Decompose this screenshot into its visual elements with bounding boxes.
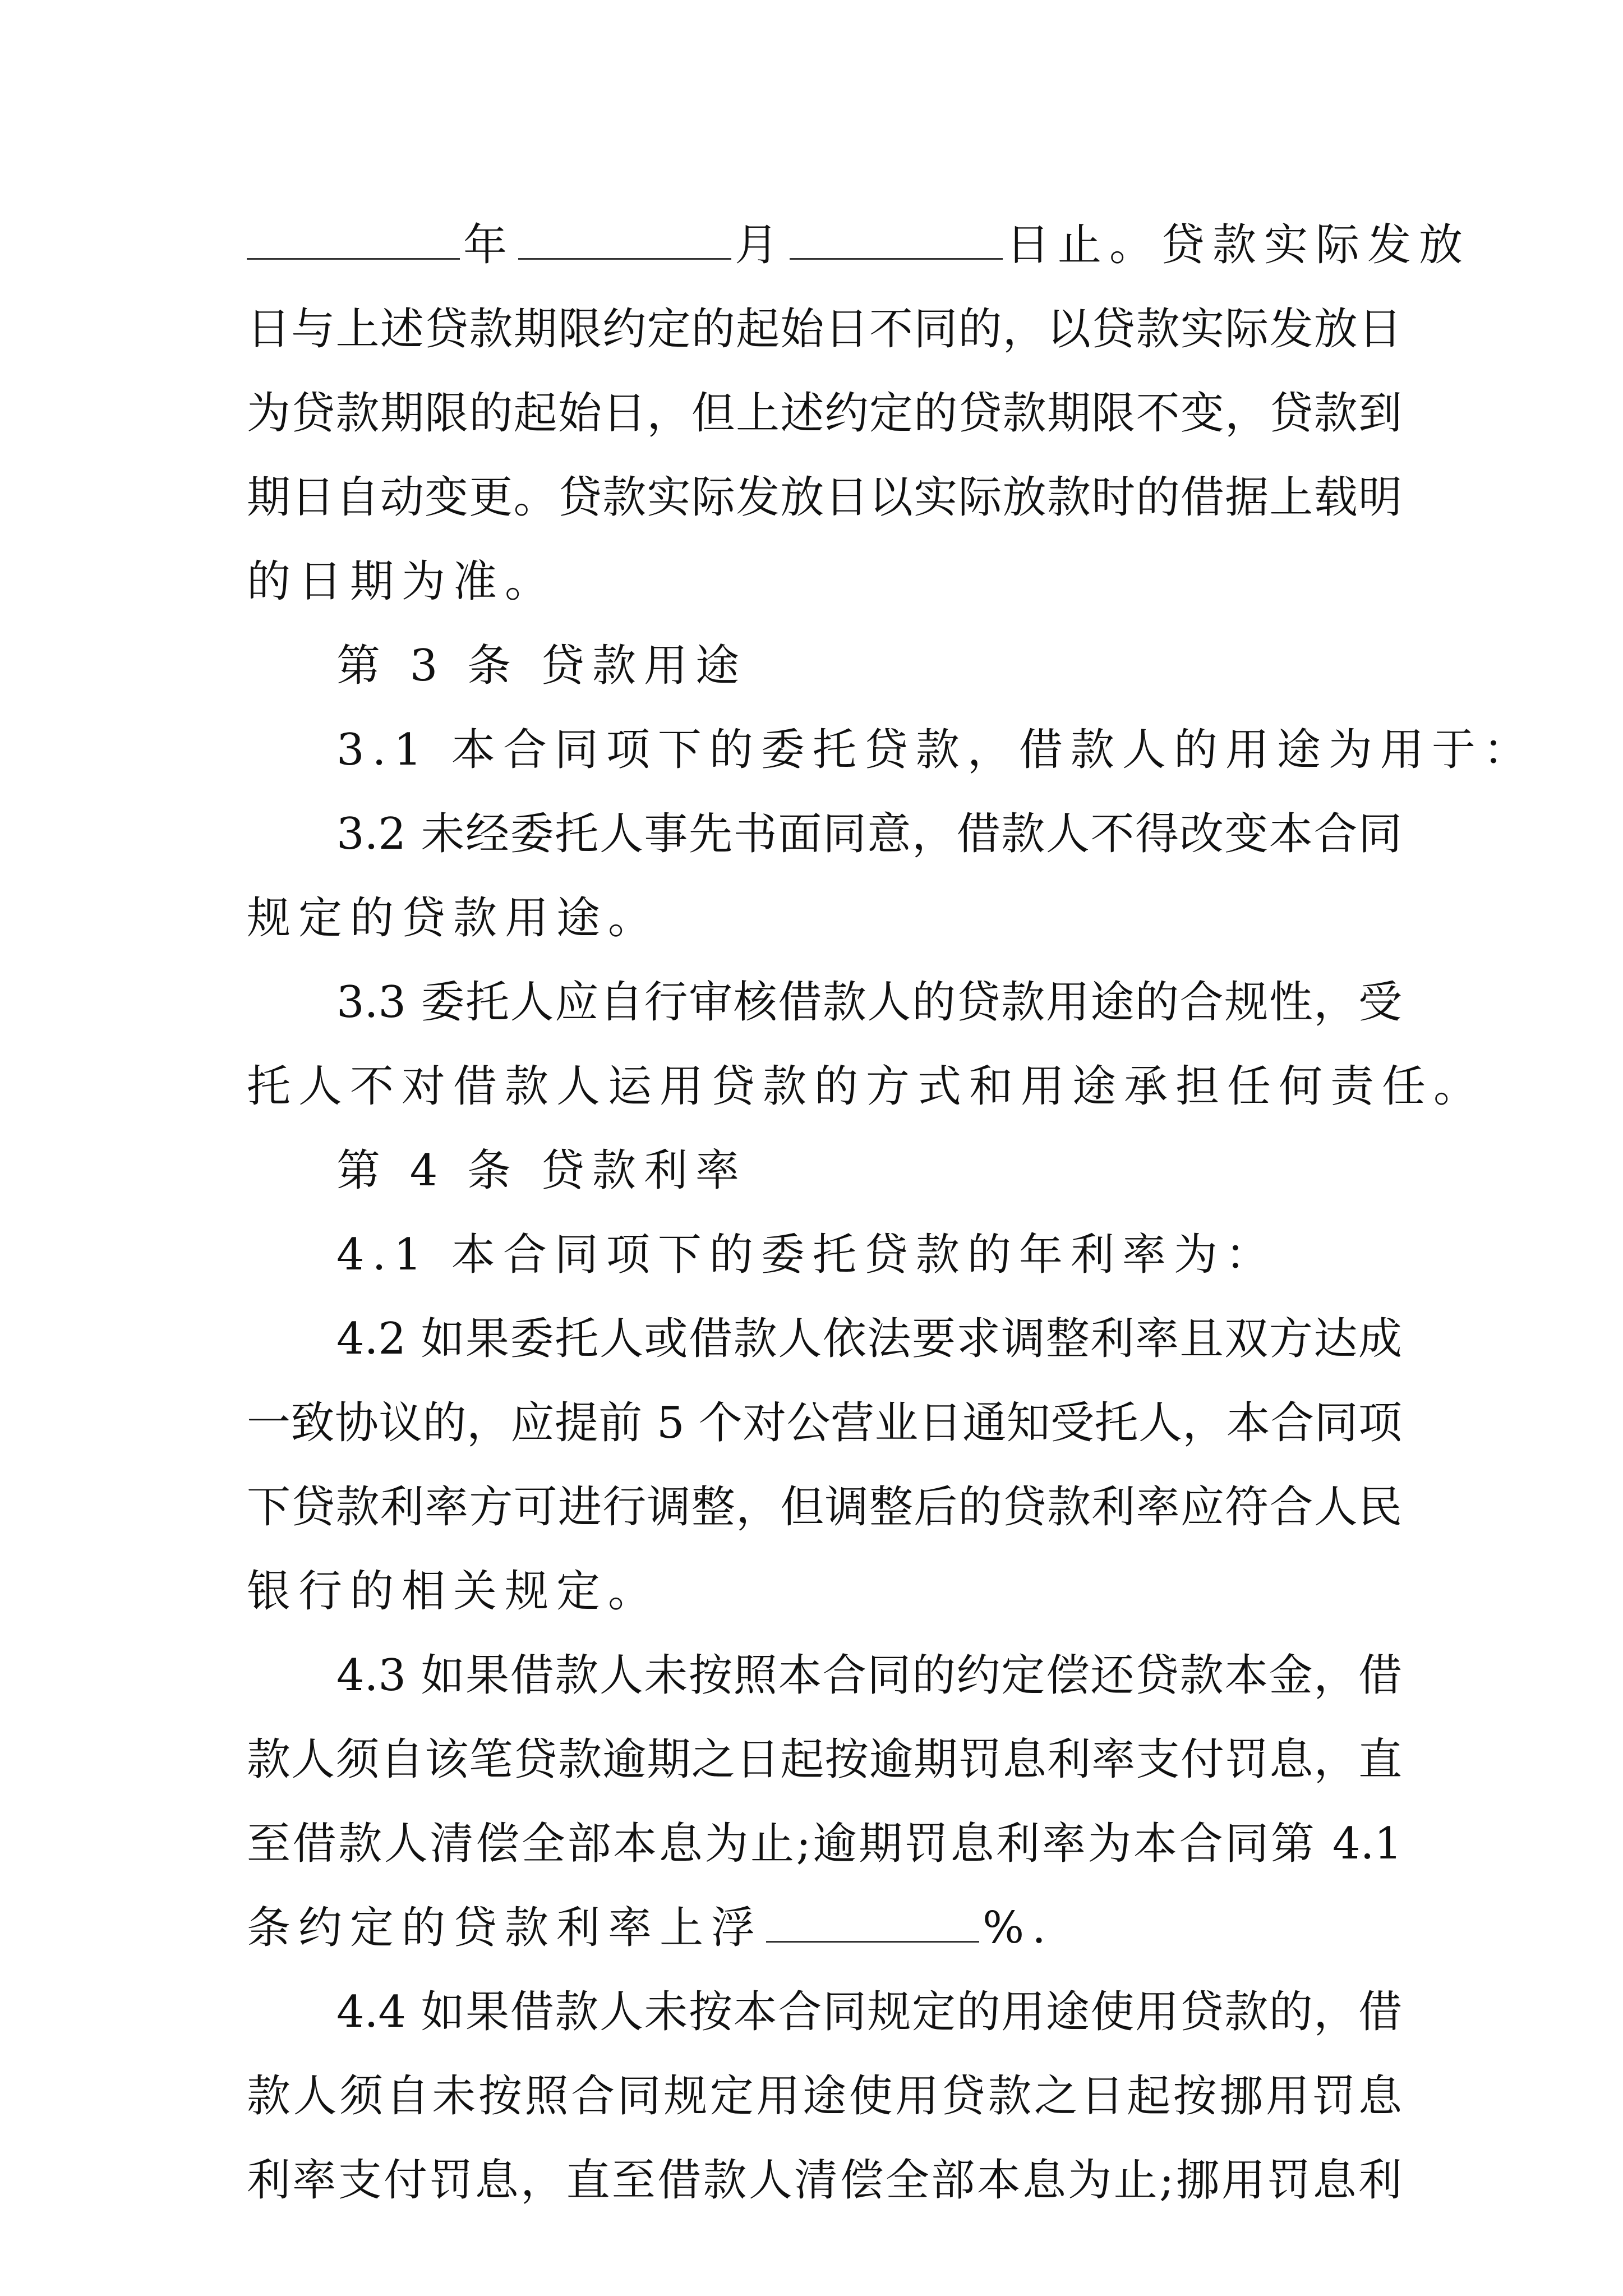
text-line: 银行的相关规定。 (247, 1566, 660, 1617)
text-line (247, 1883, 1054, 1973)
fill-in-blank-month (518, 221, 731, 260)
text-line: 日与上述贷款期限约定的起始日不同的，以贷款实际发放日 (247, 304, 1402, 355)
text-line: 至借款人清偿全部本息为止;逾期罚息利率为本合同第 4.1 (247, 1819, 1402, 1869)
section-heading: 第 4 条 贷款利率 (336, 1145, 748, 1196)
text-segment: 日止。贷款实际发放 (1006, 220, 1471, 270)
text-line: 期日自动变更。贷款实际发放日以实际放款时的借据上载明 (247, 472, 1402, 523)
text-line (247, 200, 1470, 290)
fill-in-blank-day (790, 221, 1003, 260)
fill-in-blank-rate (766, 1904, 979, 1943)
text-line: 规定的贷款用途。 (247, 893, 660, 944)
clause-line: 3.1 本合同项下的委托贷款，借款人的用途为用于： (336, 725, 1535, 775)
fill-in-blank-year (247, 221, 460, 260)
clause-line: 3.3 委托人应自行审核借款人的贷款用途的合规性，受 (336, 977, 1402, 1028)
text-segment: %. (983, 1903, 1054, 1953)
text-segment: 月 (735, 220, 787, 270)
text-line: 利率支付罚息，直至借款人清偿全部本息为止;挪用罚息利 (247, 2155, 1402, 2206)
text-line: 款人须自未按照合同规定用途使用贷款之日起按挪用罚息 (247, 2071, 1402, 2122)
text-line: 一致协议的，应提前 5 个对公营业日通知受托人，本合同项 (247, 1398, 1402, 1448)
clause-line: 4.3 如果借款人未按照本合同的约定偿还贷款本金，借 (336, 1650, 1402, 1701)
text-segment: 条约定的贷款利率上浮 (247, 1903, 763, 1953)
text-line: 款人须自该笔贷款逾期之日起按逾期罚息利率支付罚息，直 (247, 1734, 1402, 1785)
clause-line: 4.1 本合同项下的委托贷款的年利率为： (336, 1230, 1277, 1280)
text-segment: 年 (463, 220, 515, 270)
clause-line: 3.2 未经委托人事先书面同意，借款人不得改变本合同 (336, 809, 1402, 859)
text-line: 的日期为准。 (247, 556, 557, 607)
text-line: 下贷款利率方可进行调整，但调整后的贷款利率应符合人民 (247, 1482, 1402, 1533)
text-line: 为贷款期限的起始日，但上述约定的贷款期限不变，贷款到 (247, 388, 1402, 439)
text-line: 托人不对借款人运用贷款的方式和用途承担任何责任。 (247, 1061, 1486, 1112)
section-heading: 第 3 条 贷款用途 (336, 641, 748, 691)
clause-line: 4.2 如果委托人或借款人依法要求调整利率且双方达成 (336, 1314, 1402, 1364)
clause-line: 4.4 如果借款人未按本合同规定的用途使用贷款的，借 (336, 1987, 1402, 2037)
